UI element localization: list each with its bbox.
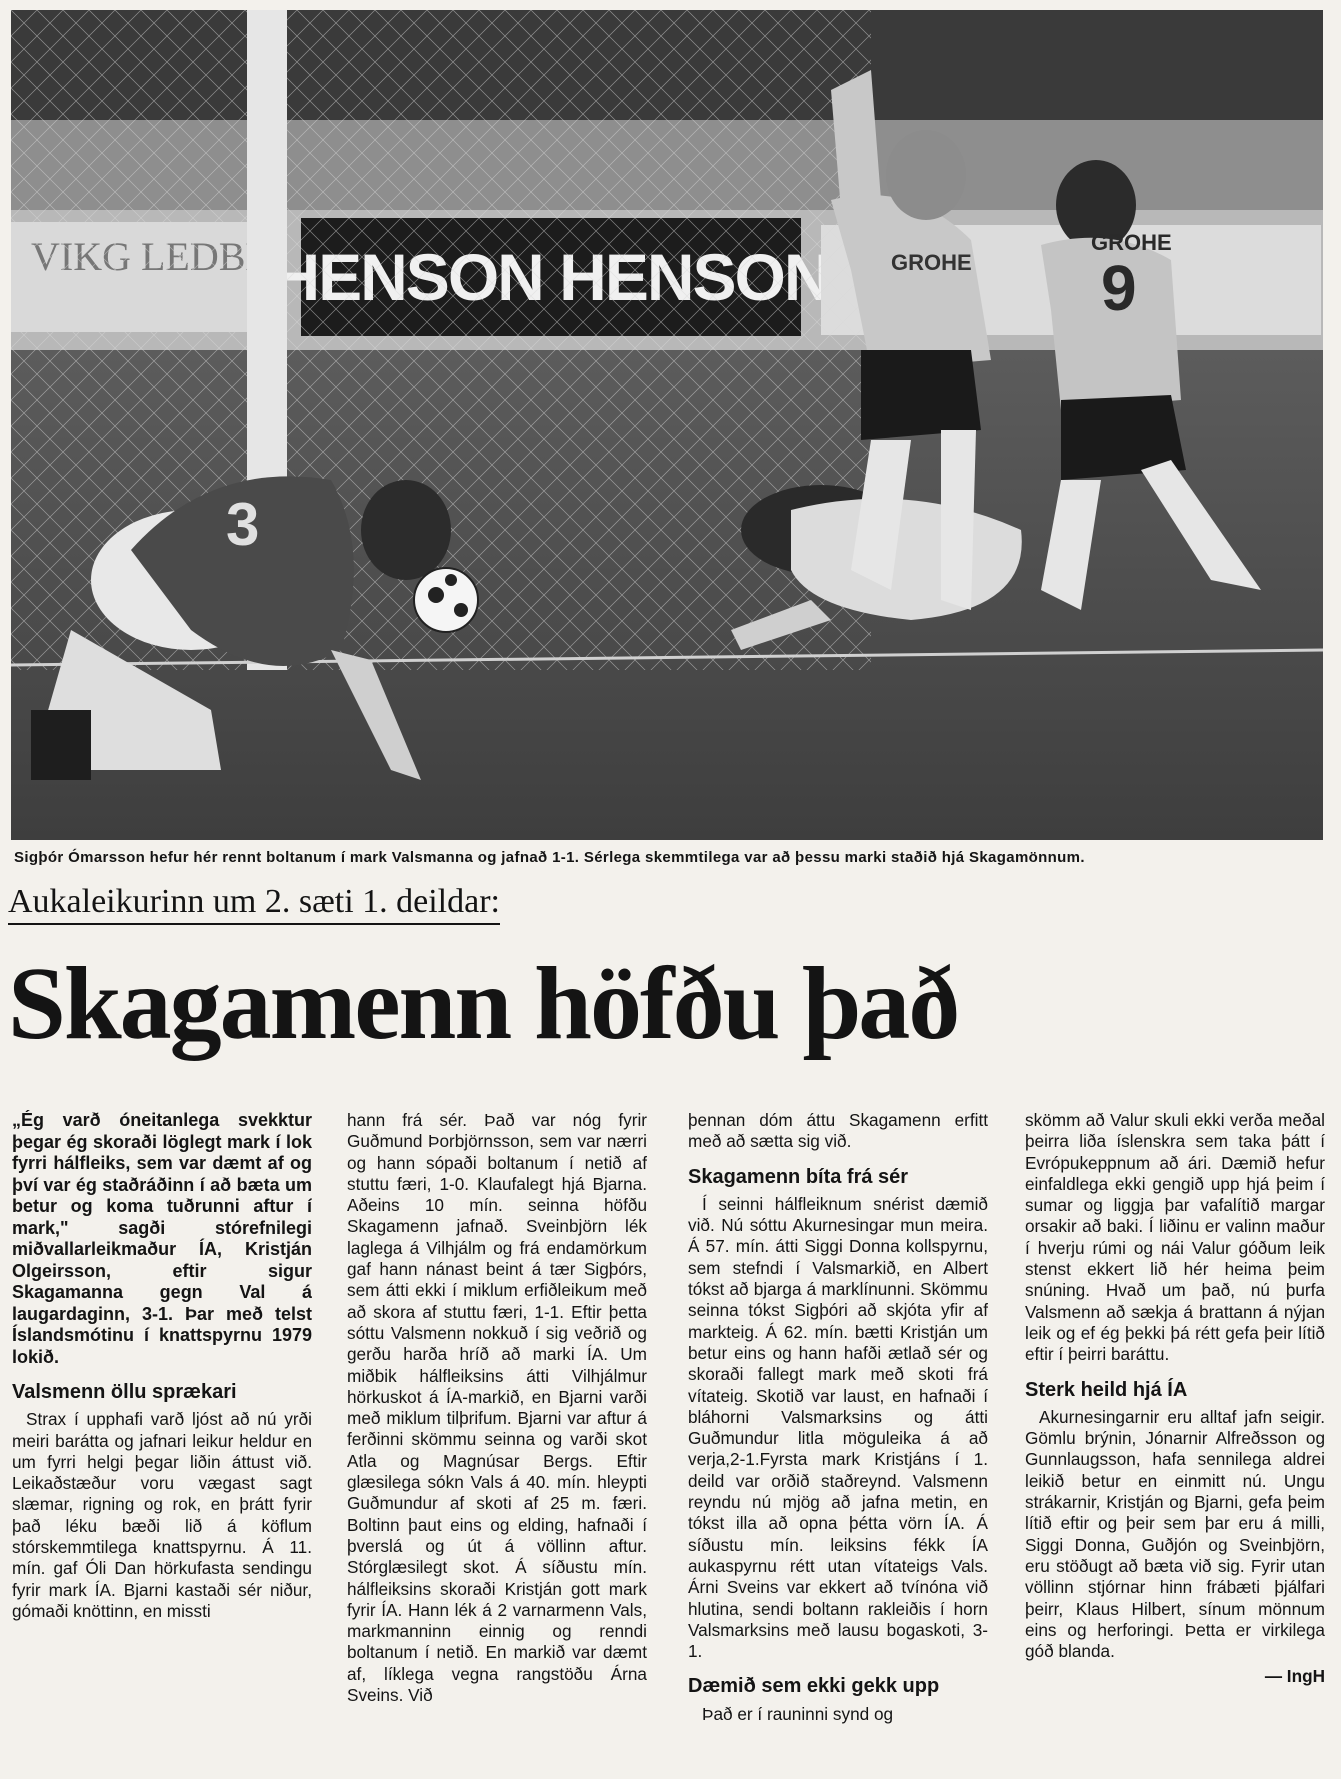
football: [414, 568, 478, 632]
lead-paragraph: „Ég varð óneitanlega svekktur þegar ég skoraði löglegt mark í lok fyrri hálfleiks, sem var dæmt af og því var ég staðráðinn í að bæta um betur og koma tuðrunni aftur í mark," sagði stórefnilegi miðvallarleikmaður ÍA, Kristján Olgeirsson, eftir sigur Skagamanna gegn Val á laugardaginn, 3-1. Þar með telst Íslandsmótinu í knattspyrnu 1979 lokið.: [12, 1110, 312, 1367]
svg-text:9: 9: [1101, 252, 1137, 324]
body-paragraph: hann frá sér. Það var nóg fyrir Guðmund Þorbjörnsson, sem var nærri og hann sópaði boltanum í netið af stuttu færi, 1-0. Klaufalegt hjá Bjarna. Aðeins 10 mín. seinna höfðu Skagamenn jafnað. Sveinbjörn lék laglega á Vilhjálm og frá endamörkum gaf hann nánast beint á tær Sigþórs, sem átti ekki í miklum erfiðleikum með að skora af stuttu færi, 1-1. Eftir þetta sóttu Valsmenn nokkuð í sig veðrið og gerðu harða hríð að marki ÍA. Um miðbik hálfleiksins átti Vilhjálmur hörkuskot á ÍA-markið, en Bjarni varði með miklum tilþrifum. Bjarni var aftur á ferðinni skömmu seinna og varði skot Atla og Magnúsar Bergs. Eftir glæsilega sókn Vals á 40. mín. hleypti Guðmundur af skoti af 25 m. færi. Boltinn þaut eins og elding, hafnaði í þverslá og út á völlinn aftur. Stórglæsilegt skot. Á síðustu mín. hálfleiksins skoraði Kristján gott mark fyrir ÍA. Hann lék á 2 varnarmenn Vals, markmanninn einnig og renndi boltanum í netið. En markið var dæmt af, líklega vegna rangstöðu Árna Sveins. Við: [347, 1110, 647, 1706]
article-column-4: [1025, 1110, 1325, 1770]
svg-text:3: 3: [226, 491, 260, 558]
article-column-2: [347, 1110, 647, 1770]
photo-caption: Sigþór Ómarsson hefur hér rennt boltanum í mark Valsmanna og jafnað 1-1. Sérlega skemmtilega var að þessu marki staðið hjá Skagamönnum.: [14, 849, 1085, 866]
subheading-sterk-heild: Sterk heild hjá ÍA: [1025, 1378, 1188, 1401]
subheading-daemid: Dæmið sem ekki gekk upp: [688, 1675, 940, 1698]
kicker-headline: Aukaleikurinn um 2. sæti 1. deildar:: [8, 883, 500, 925]
body-paragraph: Það er í rauninni synd og: [702, 1703, 894, 1724]
body-paragraph: Akurnesingarnir eru alltaf jafn seigir. Gömlu brýnin, Jónarnir Alfreðsson og Gunnlaugsson, hafa sennilega aldrei leikið betur en einmitt nú. Ungu strákarnir, Kristján og Bjarni, gefa þeim lítið eftir og þeir sem þar eru á milli, Siggi Donna, Guðjón og Sveinbjörn, eru stöðugt að bæta við sig. Fyrir utan völlinn stjórnar hinn frábæti þjálfari þeirr, Klaus Hilbert, sínum mönnum eins og herforingi. Þetta er virkilega góð blanda.: [1025, 1406, 1325, 1662]
body-paragraph: þennan dóm áttu Skagamenn erfitt með að sætta sig við.: [688, 1110, 988, 1152]
page-title: Skagamenn höfðu það: [8, 946, 959, 1061]
author-signature: — IngH: [1264, 1666, 1325, 1687]
svg-text:GROHE: GROHE: [891, 250, 972, 275]
match-photo: [11, 10, 1323, 840]
subheading-skagamenn: Skagamenn bíta frá sér: [688, 1165, 909, 1188]
body-paragraph: Strax í upphafi varð ljóst að nú yrði meiri barátta og jafnari leikur heldur en um fyrri helgi þegar liðin áttust við. Leikaðstæður voru vægast sagt slæmar, rigning og rok, en þrátt fyrir það léku bæði lið á köflum stórskemmtilega knattspyrnu. Á 11. mín. gaf Óli Dan hörkufasta sendingu fyrir mark ÍA. Bjarni kastaði sér niður, gómaði knöttinn, en missti: [12, 1409, 312, 1621]
body-paragraph: Í seinni hálfleiknum snérist dæmið við. Nú sóttu Akurnesingar mun meira. Á 57. mín. átti Siggi Donna kollspyrnu, sem stefndi í Valsmarkið, en Albert tókst að bjarga á marklínunni. Skömmu seinna tókst Sigþóri að skjóta yfir af markteig. Á 62. mín. bætti Kristján um betur eins og hann hafði ætlað sér og skoraði fallegt mark með skoti frá vítateig. Skotið var laust, en hafnaði í bláhorni Valsmarksins og átti Guðmundur litla möguleika á að verja,2-1.Fyrsta mark Kristjáns í 1. deild var orðið staðreynd. Valsmenn reyndu nú mjög að jafna metin, en tókst illa að opna þétta vörn ÍA. Á síðustu mín. leiksins fékk ÍA aukaspyrnu rétt utan vítateigs Vals. Árni Sveins var ekkert að tvínóna við hlutina, sendi boltann rakleiðis í horn Valsmarksins með lausu bogaskoti, 3-1.: [688, 1193, 988, 1662]
svg-text:GROHE: GROHE: [1091, 230, 1172, 255]
article-column-3: [688, 1110, 988, 1770]
body-paragraph: skömm að Valur skuli ekki verða meðal þeirra liða íslenskra sem taka þátt í Evrópukeppnum að ári. Dæmið hefur einfaldlega ekki gengið upp hjá þeim í sumar og liggja þar vafalítið margar orsakir að baki. Í liðinu er valinn maður í hverju rúmi og nái Valur góðum leik stenst ekkert lið hér heima þeim snúning. Hvað um það, nú þurfa Valsmenn að sækja á brattann á nýjan leik og ef ég þekki þá rétt gefa þeir lítið eftir í þeirri baráttu.: [1025, 1110, 1325, 1365]
subheading-valsmenn: Valsmenn öllu sprækari: [12, 1381, 237, 1403]
article-column-1: [12, 1110, 312, 1770]
